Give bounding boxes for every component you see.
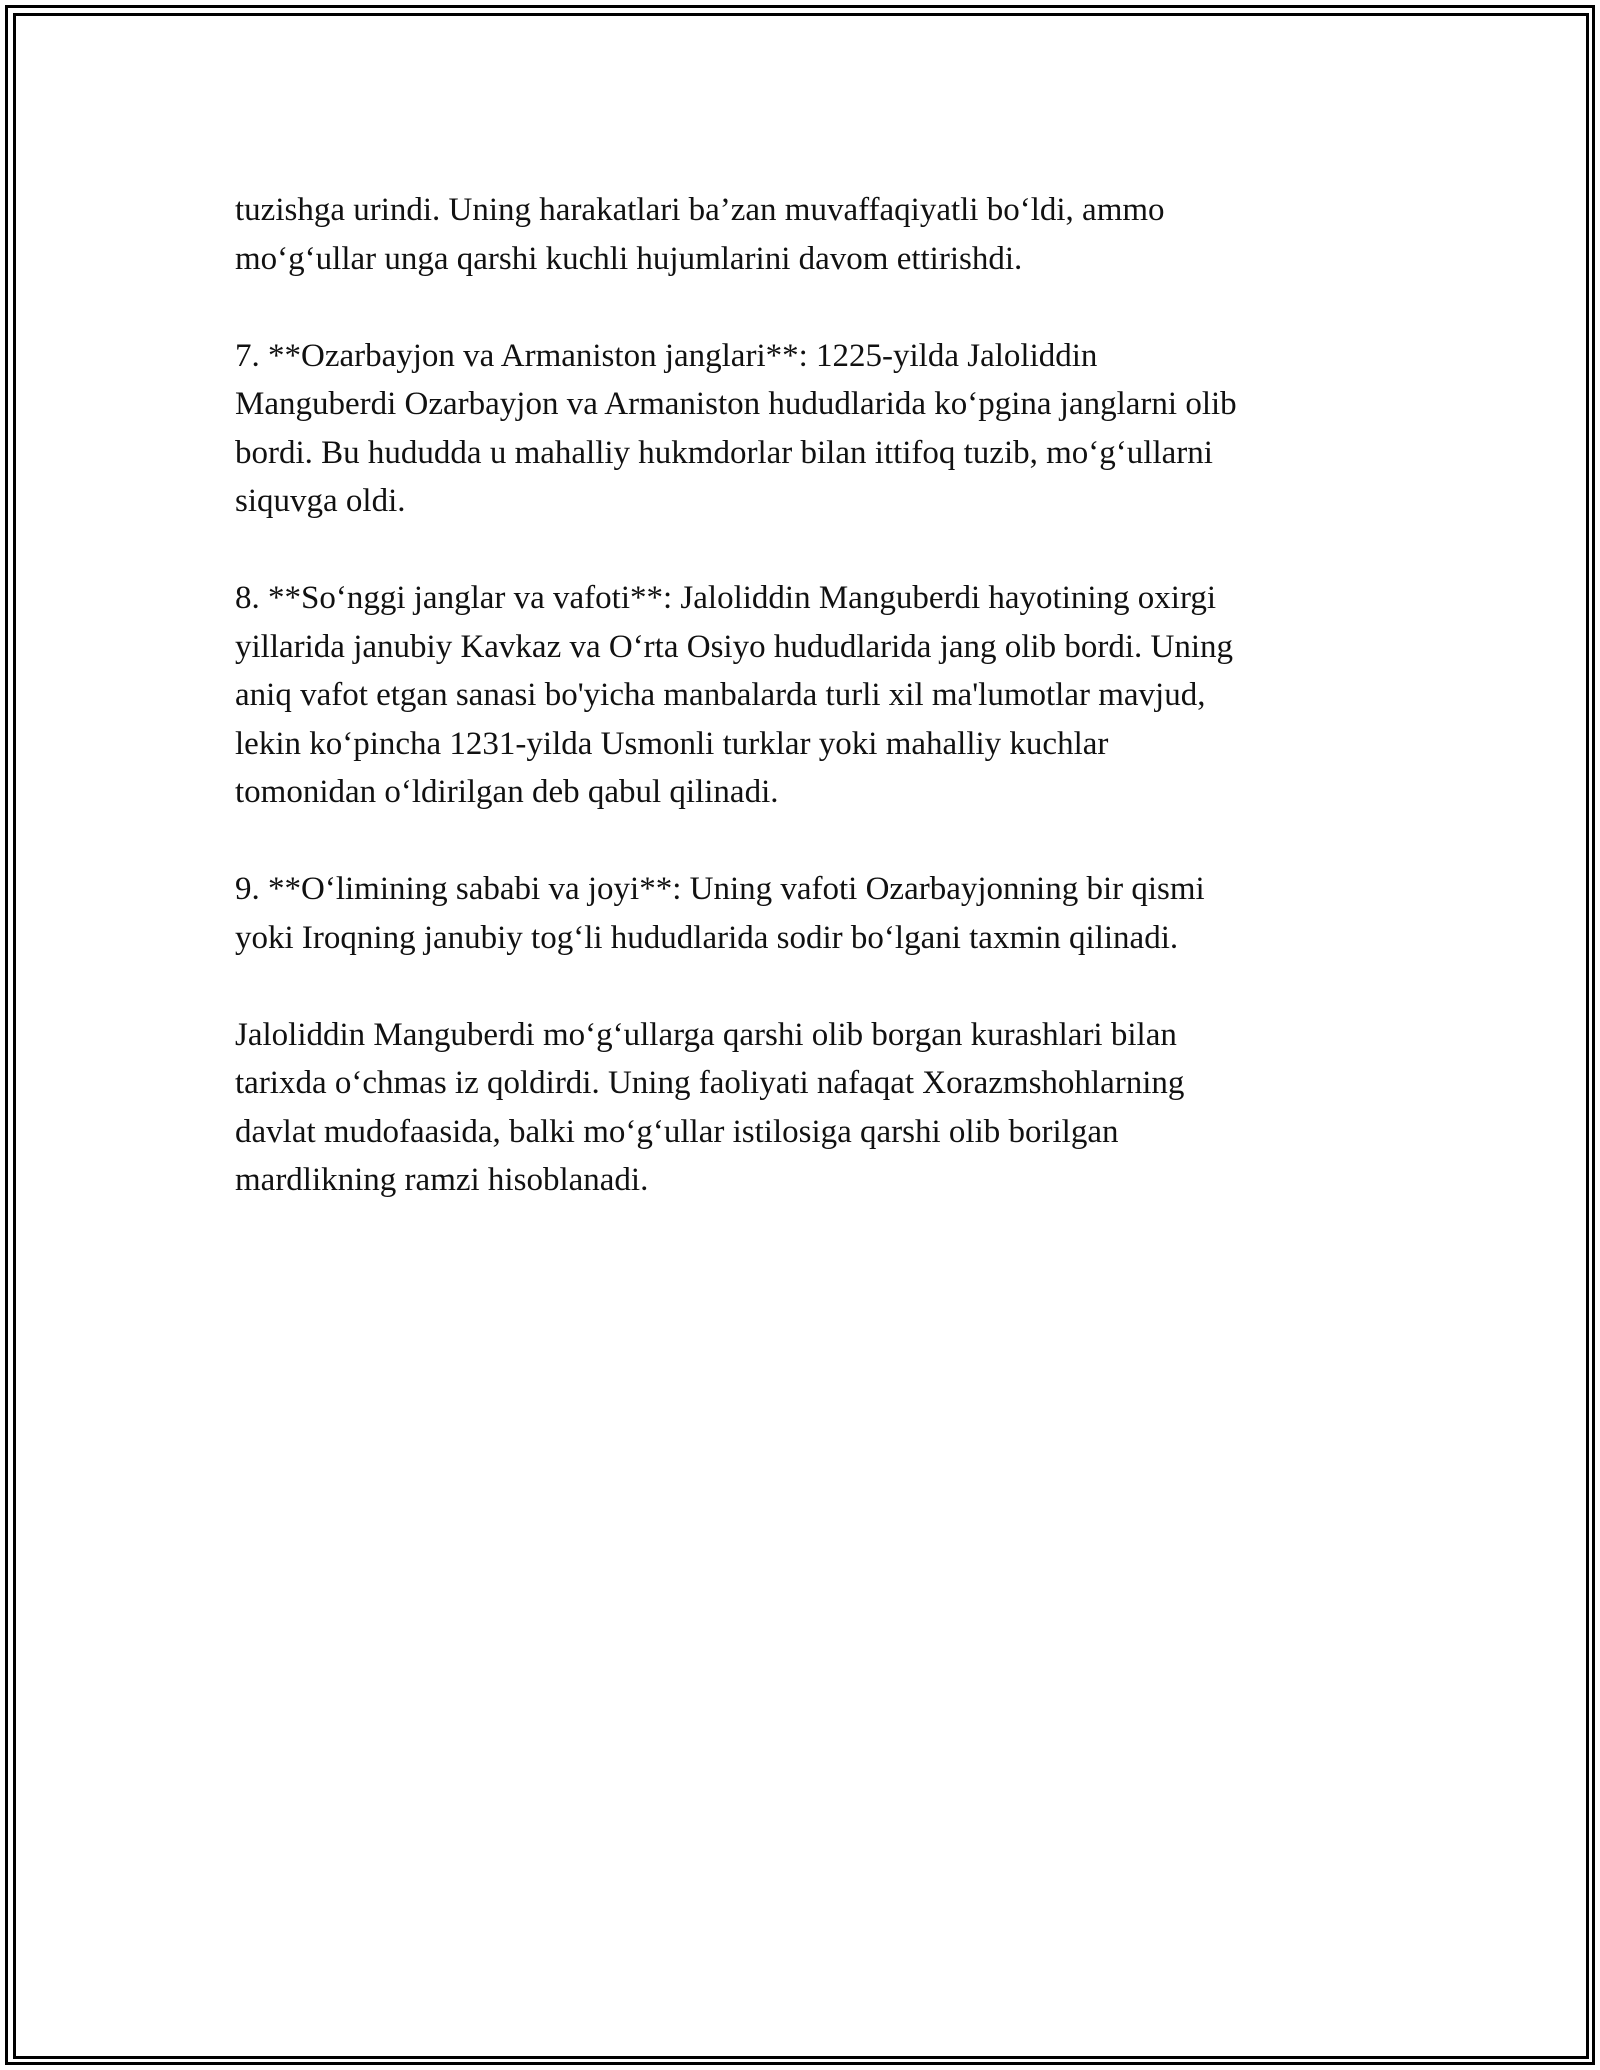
document-body: [235, 186, 1365, 1253]
paragraph-continuation: tuzishga urindi. Uning harakatlari ba’zan muvaffaqiyatli bo‘ldi, ammo mo‘g‘ullar unga qarshi kuchli hujumlarini davom ettirishdi.: [235, 192, 1165, 277]
paragraph-item-7: 7. **Ozarbayjon va Armaniston janglari**: 1225-yilda Jaloliddin Manguberdi Ozarbayjon va Armaniston hududlarida ko‘pgina janglarni olib bordi. Bu hududda u mahalliy hukmdorlar bilan ittifoq tuzib, mo‘g‘ullarni siquvga oldi.: [235, 337, 1237, 519]
paragraph-conclusion: Jaloliddin Manguberdi mo‘g‘ullarga qarshi olib borgan kurashlari bilan tarixda o‘chmas iz qoldirdi. Uning faoliyati nafaqat Xorazmshohlarning davlat mudofaasida, balki mo‘g‘ullar istilosiga qarshi olib borilgan mardlikning ramzi hisoblanadi.: [235, 1016, 1185, 1198]
paragraph-item-8: 8. **So‘nggi janglar va vafoti**: Jaloliddin Manguberdi hayotining oxirgi yillarida janubiy Kavkaz va O‘rta Osiyo hududlarida jang olib bordi. Uning aniq vafot etgan sanasi bo'yicha manbalarda turli xil ma'lumotlar mavjud, lekin ko‘pincha 1231-yilda Usmonli turklar yoki mahalliy kuchlar tomonidan o‘ldirilgan deb qabul qilinadi.: [235, 580, 1234, 810]
paragraph-item-9: 9. **O‘limining sababi va joyi**: Uning vafoti Ozarbayjonning bir qismi yoki Iroqning janubiy tog‘li hududlarida sodir bo‘lgani taxmin qilinadi.: [235, 871, 1205, 956]
